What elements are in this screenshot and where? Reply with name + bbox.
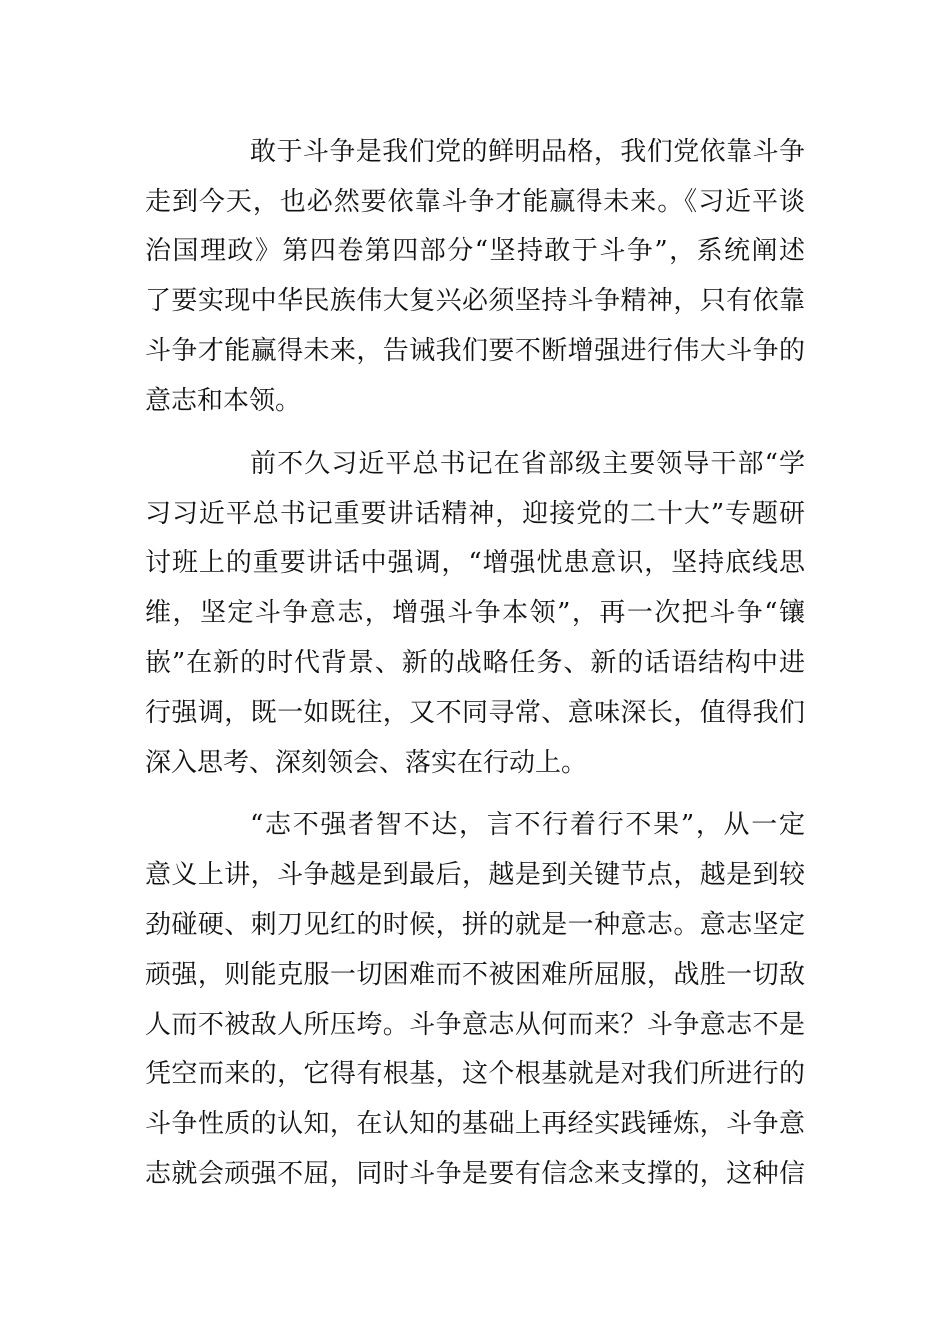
- paragraph-2-line-6: 行强调，既一如既往，又不同寻常、意味深长，值得我们: [145, 698, 805, 728]
- paragraph-3-line-8: 志就会顽强不屈，同时斗争是要有信念来支撑的，这种信: [145, 1159, 805, 1189]
- paragraph-3-line-4: 顽强，则能克服一切困难而不被困难所屈服，战胜一切敌: [145, 960, 805, 990]
- paragraph-3-line-3: 劲碰硬、刺刀见红的时候，拼的就是一种意志。意志坚定: [145, 910, 805, 940]
- paragraph-3-line-1: “志不强者智不达，言不行着行不果”，从一定: [250, 810, 805, 840]
- paragraph-1-line-4: 了要实现中华民族伟大复兴必须坚持斗争精神，只有依靠: [145, 286, 805, 316]
- paragraph-1-line-1: 敢于斗争是我们党的鲜明品格，我们党依靠斗争: [250, 137, 805, 167]
- paragraph-2-line-1: 前不久习近平总书记在省部级主要领导干部“学: [250, 449, 805, 479]
- paragraph-2-line-4: 维，坚定斗争意志，增强斗争本领”，再一次把斗争“镶: [145, 598, 805, 628]
- paragraph-3-line-5: 人而不被敌人所压垮。斗争意志从何而来？斗争意志不是: [145, 1010, 805, 1040]
- paragraph-2-line-5: 嵌”在新的时代背景、新的战略任务、新的话语结构中进: [145, 648, 805, 678]
- paragraph-3-line-7: 斗争性质的认知，在认知的基础上再经实践锤炼，斗争意: [145, 1109, 805, 1139]
- paragraph-1-line-6: 意志和本领。: [145, 386, 302, 416]
- paragraph-3-line-2: 意义上讲，斗争越是到最后，越是到关键节点，越是到较: [145, 860, 805, 890]
- paragraph-3-line-6: 凭空而来的，它得有根基，这个根基就是对我们所进行的: [145, 1059, 805, 1089]
- paragraph-1-line-3: 治国理政》第四卷第四部分“坚持敢于斗争”，系统阐述: [145, 236, 805, 266]
- paragraph-1-line-5: 斗争才能赢得未来，告诫我们要不断增强进行伟大斗争的: [145, 336, 805, 366]
- paragraph-2-line-3: 讨班上的重要讲话中强调，“增强忧患意识，坚持底线思: [145, 548, 805, 578]
- paragraph-2-line-7: 深入思考、深刻领会、落实在行动上。: [145, 748, 588, 778]
- paragraph-1-line-2: 走到今天，也必然要依靠斗争才能赢得未来。《习近平谈: [145, 187, 805, 217]
- paragraph-2-line-2: 习习近平总书记重要讲话精神，迎接党的二十大”专题研: [145, 499, 805, 529]
